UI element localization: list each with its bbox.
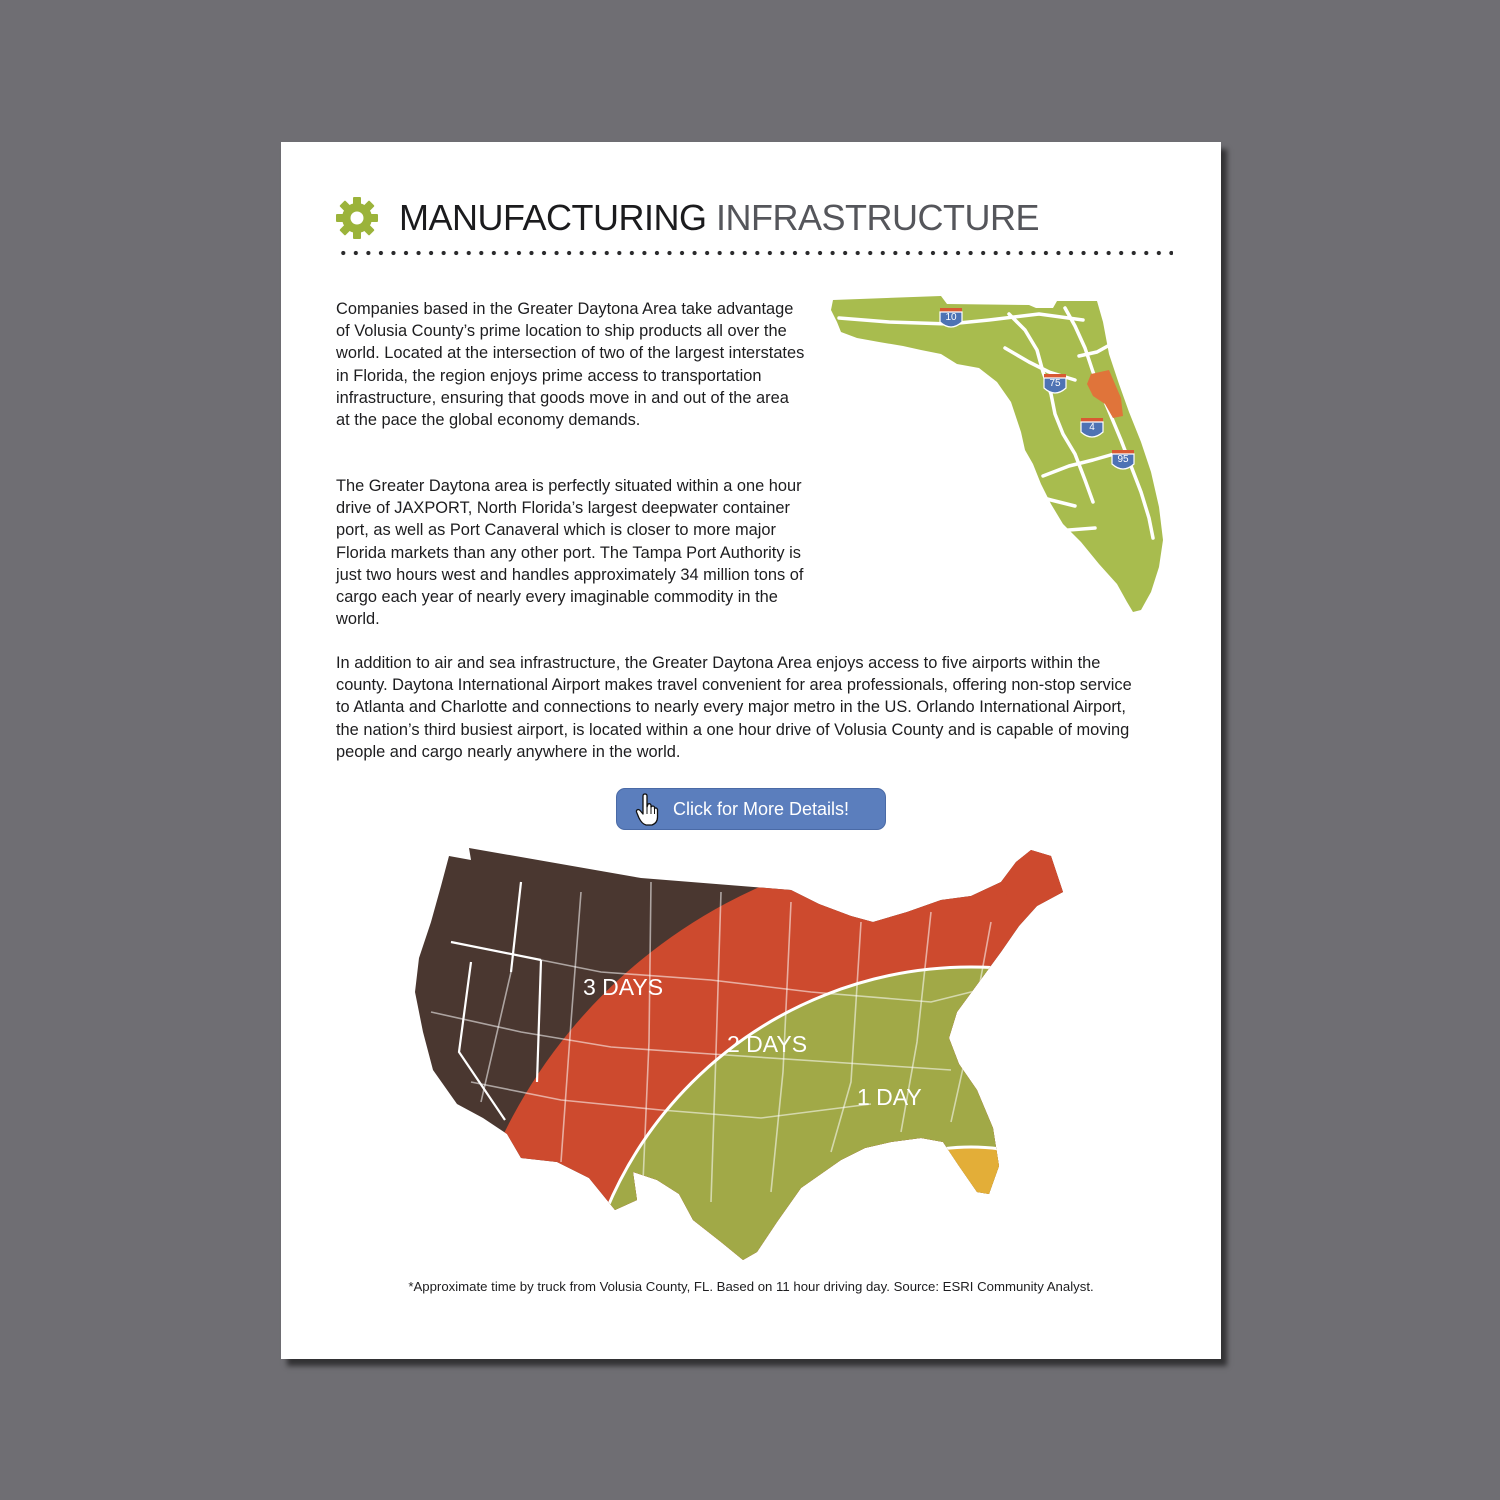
- i4-label: 4: [1089, 422, 1095, 433]
- i10-label: 10: [945, 312, 957, 323]
- document-page: [281, 142, 1221, 1359]
- maine-region: [1001, 850, 1063, 906]
- more-details-label: Click for More Details!: [673, 799, 850, 819]
- footnote: *Approximate time by truck from Volusia County, FL. Based on 11 hour driving day. Source: ESRI Community Analyst.: [408, 1279, 1094, 1294]
- airports-paragraph: In addition to air and sea infrastructure, the Greater Daytona Area enjoys access to five airports within the county. Daytona International Airport makes travel convenient for area professionals, offering non-stop service to Atlanta and Charlotte and connections to nearly every major metro in the US. Orlando International Airport, the nation’s third busiest airport, is located within a one hour drive of Volusia County and is capable of moving people and cargo nearly anywhere in the world.: [336, 654, 1132, 761]
- i75-label: 75: [1049, 378, 1061, 389]
- title-secondary: INFRASTRUCTURE: [716, 197, 1040, 238]
- i95-label: 95: [1117, 454, 1129, 465]
- page-title: [399, 196, 1039, 240]
- zone-1-day-label: 1 DAY: [857, 1084, 922, 1110]
- ports-paragraph: The Greater Daytona area is perfectly situated within a one hour drive of JAXPORT, North Florida’s largest deepwater container port, as well as Port Canaveral which is closer to more major Florida markets than any other port. The Tampa Port Authority is just two hours west and handles approximately 34 million tons of cargo each year of nearly every imaginable commodity in the world.: [336, 477, 804, 629]
- zone-2-days-label: 2 DAYS: [727, 1031, 808, 1057]
- zone-3-days-label: 3 DAYS: [583, 974, 664, 1000]
- gear-icon: [335, 196, 379, 240]
- more-details-button[interactable]: [616, 788, 886, 830]
- florida-map: [829, 292, 1179, 617]
- title-primary: MANUFACTURING: [399, 197, 707, 238]
- hand-pointer-icon: [635, 793, 661, 827]
- dotted-divider: [337, 250, 1173, 256]
- us-transit-time-map: [411, 842, 1101, 1267]
- intro-paragraph: Companies based in the Greater Daytona Area take advantage of Volusia County’s prime location to ship products all over the world. Located at the intersection of two of the largest interstates in Florida, the region enjoys prime access to transportation infrastructure, ensuring that goods move in and out of the area at the pace the global economy demands.: [336, 300, 805, 430]
